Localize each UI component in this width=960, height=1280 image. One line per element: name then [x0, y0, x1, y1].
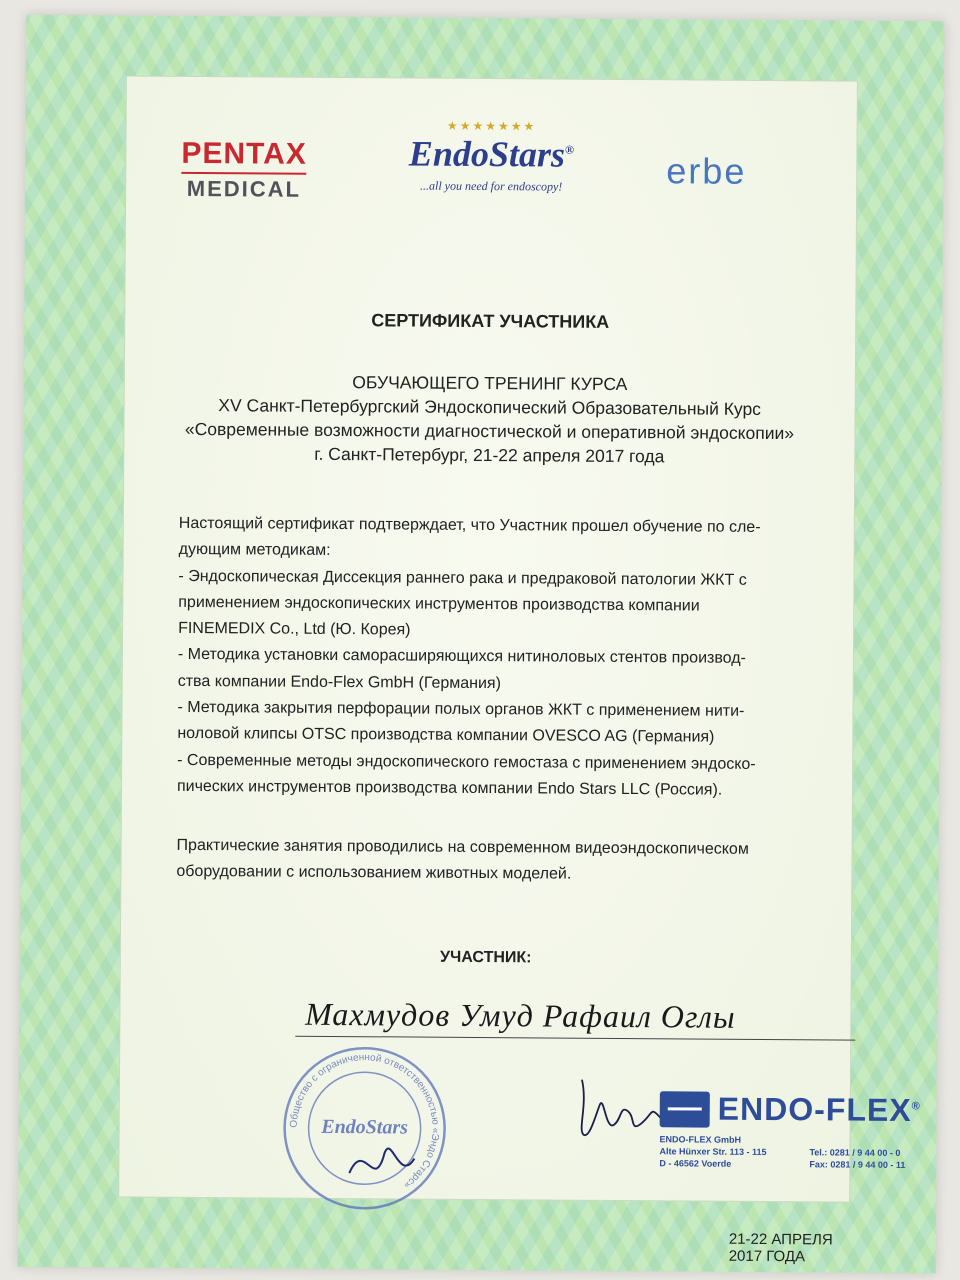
course-line: ОБУЧАЮЩЕГО ТРЕНИНГ КУРСА — [352, 372, 628, 395]
endostars-logo-text: EndoStars® — [408, 133, 575, 175]
practical-line: оборудовании с использованием животных моделей. — [176, 862, 572, 883]
practical-line: Практические занятия проводились на современном видеоэндоскопическом — [176, 836, 749, 858]
endostars-logo — [401, 118, 582, 194]
endo-flex-stamp — [659, 1090, 950, 1171]
pentax-logo-bar — [181, 172, 306, 175]
endostars-round-stamp — [279, 1043, 450, 1214]
body-line: - Современные методы эндоскопического гемостаза с применением эндоско- — [177, 751, 756, 773]
endo-flex-brand: ENDO-FLEX® — [717, 1090, 921, 1129]
certificate-paper — [18, 15, 945, 1273]
course-description — [124, 369, 855, 470]
certificate-date: 21-22 АПРЕЛЯ 2017 ГОДА — [728, 1230, 833, 1266]
course-line: «Современные возможности диагностической и оперативной эндоскопии» — [184, 418, 795, 444]
stars-icon: ★★★★★★★ — [446, 118, 537, 134]
endo-flex-address-left — [659, 1133, 809, 1170]
stamp-ring-text: Общество с ограниченной ответственностью «Эндо Старс» — [288, 1052, 441, 1191]
endo-flex-street: Alte Hünxer Str. 113 - 115 — [659, 1146, 767, 1158]
endo-flex-tel: Tel.: 0281 / 9 44 00 - 0 — [809, 1147, 901, 1158]
logo-row — [126, 107, 857, 252]
medical-logo-text: MEDICAL — [186, 175, 302, 202]
body-line: - Методика установки саморасширяющихся нитиноловых стентов производ- — [177, 646, 746, 668]
body-line: ства компании Endo-Flex GmbH (Германия) — [177, 672, 502, 692]
endo-flex-city: D - 46562 Voerde — [659, 1158, 732, 1169]
body-line: - Методика закрытия перфорации полых органов ЖКТ с применением нити- — [177, 698, 745, 720]
endo-flex-mark-icon — [660, 1091, 710, 1127]
endo-flex-fax: Fax: 0281 / 9 44 00 - 11 — [809, 1159, 906, 1170]
body-line: пических инструментов производства компании Endo Stars LLC (Россия). — [176, 777, 723, 799]
course-line: г. Санкт-Петербург, 21-22 апреля 2017 года — [314, 443, 665, 467]
erbe-logo: erbe — [666, 150, 747, 192]
stamp-center-text: EndoStars — [321, 1115, 409, 1139]
course-line: XV Санкт-Петербургский Эндоскопический Образовательный Курс — [218, 395, 762, 419]
certificate-inner-panel — [118, 76, 921, 1266]
endo-flex-address-right — [809, 1134, 905, 1171]
endo-flex-company: ENDO-FLEX GmbH — [659, 1134, 742, 1145]
pentax-logo-text: PENTAX — [181, 136, 307, 171]
body-line: Настоящий сертификат подтверждает, что Участник прошел обучение по сле- — [178, 514, 761, 536]
certificate-title: СЕРТИФИКАТ УЧАСТНИКА — [371, 310, 610, 332]
body-line: дующим методикам: — [178, 541, 331, 560]
participant-name: Махмудов Умуд Рафаил Оглы — [305, 995, 736, 1035]
body-line: ноловой клипсы OTSC производства компании OVESCO AG (Германия) — [177, 725, 715, 747]
name-underline — [295, 1036, 855, 1041]
body-line: применением эндоскопических инструментов производства компании — [178, 593, 700, 615]
stamp-signature-stroke — [349, 1148, 414, 1173]
practical-sessions-note — [176, 833, 846, 890]
endostars-tagline: ...all you need for endoscopy! — [419, 178, 563, 194]
body-line: FINEMEDIX Co., Ltd (Ю. Корея) — [178, 620, 411, 639]
certificate-body — [177, 511, 839, 805]
participant-label: УЧАСТНИК: — [440, 948, 532, 967]
pentax-medical-logo — [181, 137, 307, 203]
endo-flex-address — [659, 1133, 949, 1171]
body-line: - Эндоскопическая Диссекция раннего рака и предраковой патологии ЖКТ с — [178, 567, 747, 589]
endo-flex-logo — [660, 1090, 950, 1129]
